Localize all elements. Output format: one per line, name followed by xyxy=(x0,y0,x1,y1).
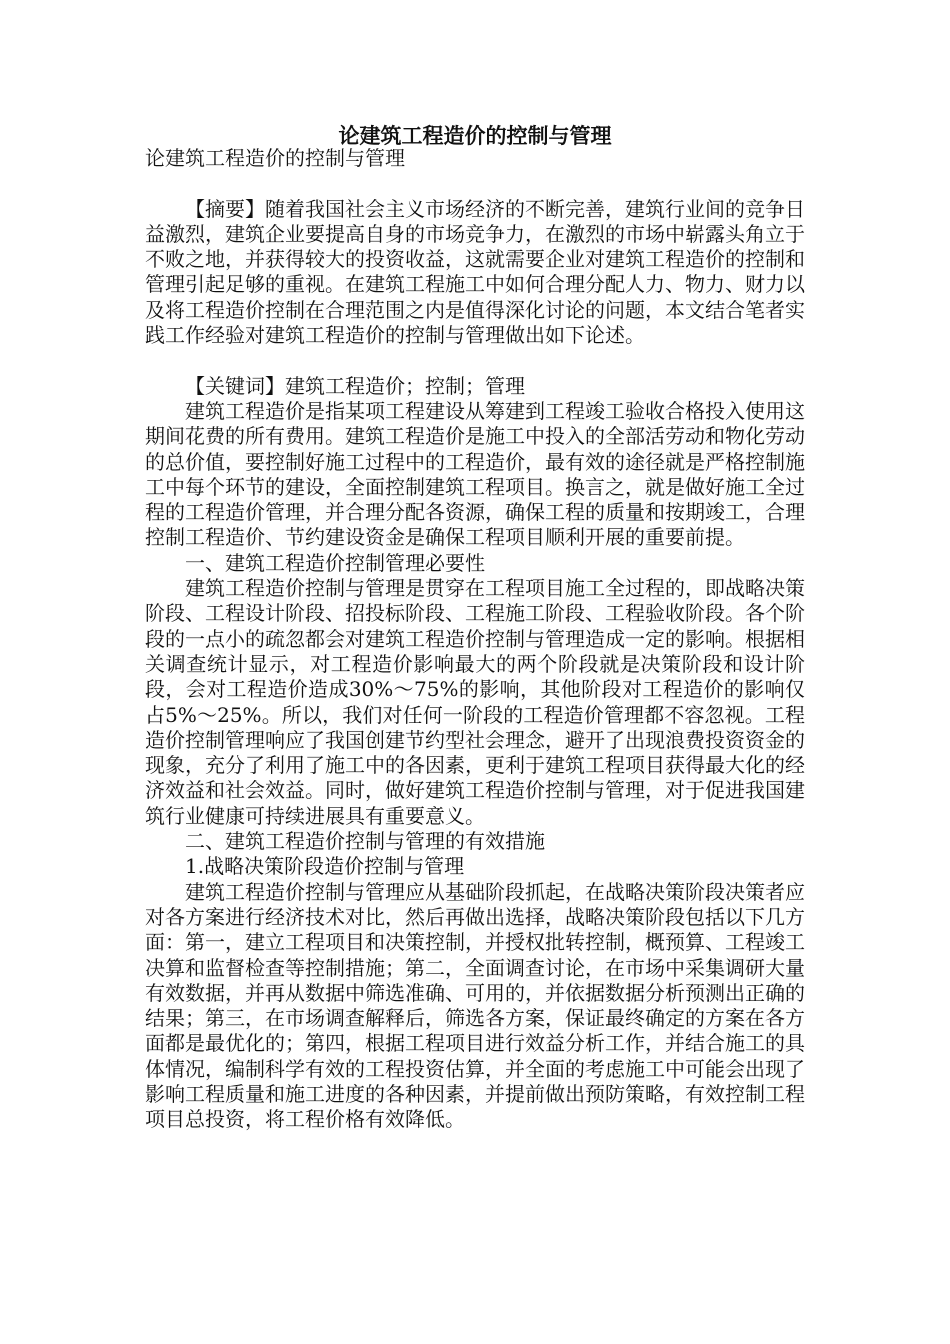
document-body xyxy=(145,146,805,1133)
document-subtitle: 论建筑工程造价的控制与管理 xyxy=(145,146,405,170)
document-title: 论建筑工程造价的控制与管理 xyxy=(338,123,612,148)
blank-line xyxy=(145,171,805,196)
abstract-paragraph: 【摘要】随着我国社会主义市场经济的不断完善，建筑行业间的竞争日益激烈，建筑企业要提高自身的市场竞争力，在激烈的市场中崭露头角立于不败之地，并获得较大的投资收益，这就需要企业对建筑工程造价的控制和管理引起足够的重视。在建筑工程施工中如何合理分配人力、物力、财力以及将工程造价控制在合理范围之内是值得深化讨论的问题，本文结合笔者实践工作经验对建筑工程造价的控制与管理做出如下论述。 xyxy=(145,196,805,348)
section-1-heading: 一、建筑工程造价控制管理必要性 xyxy=(185,550,485,575)
intro-paragraph: 建筑工程造价是指某项工程建设从筹建到工程竣工验收合格投入使用这期间花费的所有费用。建筑工程造价是施工中投入的全部活劳动和物化劳动的总价值，要控制好施工过程中的工程造价，最有效的途径就是严格控制施工中每个环节的建设，全面控制建筑工程项目。换言之，就是做好施工全过程的工程造价管理，并合理分配各资源，确保工程的质量和按期竣工，合理控制工程造价、节约建设资金是确保工程项目顺利开展的重要前提。 xyxy=(145,398,805,550)
keywords-line: 【关键词】建筑工程造价；控制；管理 xyxy=(185,373,525,398)
blank-line xyxy=(145,348,805,373)
section-2-heading: 二、建筑工程造价控制与管理的有效措施 xyxy=(185,829,545,854)
section-1-paragraph: 建筑工程造价控制与管理是贯穿在工程项目施工全过程的，即战略决策阶段、工程设计阶段、招投标阶段、工程施工阶段、工程验收阶段。各个阶段的一点小的疏忽都会对建筑工程造价控制与管理造成一定的影响。根据相关调查统计显示，对工程造价影响最大的两个阶段就是决策阶段和设计阶段，会对工程造价造成30%～75%的影响，其他阶段对工程造价的影响仅占5%～25%。所以，我们对任何一阶段的工程造价管理都不容忽视。工程造价控制管理响应了我国创建节约型社会理念，避开了出现浪费投资资金的现象，充分了利用了施工中的各因素，更利于建筑工程项目获得最大化的经济效益和社会效益。同时，做好建筑工程造价控制与管理，对于促进我国建筑行业健康可持续进展具有重要意义。 xyxy=(145,576,805,828)
section-2-1-heading: 1.战略决策阶段造价控制与管理 xyxy=(185,854,465,879)
section-2-1-paragraph: 建筑工程造价控制与管理应从基础阶段抓起，在战略决策阶段决策者应对各方案进行经济技术对比，然后再做出选择，战略决策阶段包括以下几方面：第一，建立工程项目和决策控制，并授权批转控制，概预算、工程竣工决算和监督检查等控制措施；第二，全面调查讨论，在市场中采集调研大量有效数据，并再从数据中筛选准确、可用的，并依据数据分析预测出正确的结果；第三，在市场调查解释后，筛选各方案，保证最终确定的方案在各方面都是最优化的；第四，根据工程项目进行效益分析工作，并结合施工的具体情况，编制科学有效的工程投资估算，并全面的考虑施工中可能会出现了影响工程质量和施工进度的各种因素，并提前做出预防策略，有效控制工程项目总投资，将工程价格有效降低。 xyxy=(145,879,805,1132)
